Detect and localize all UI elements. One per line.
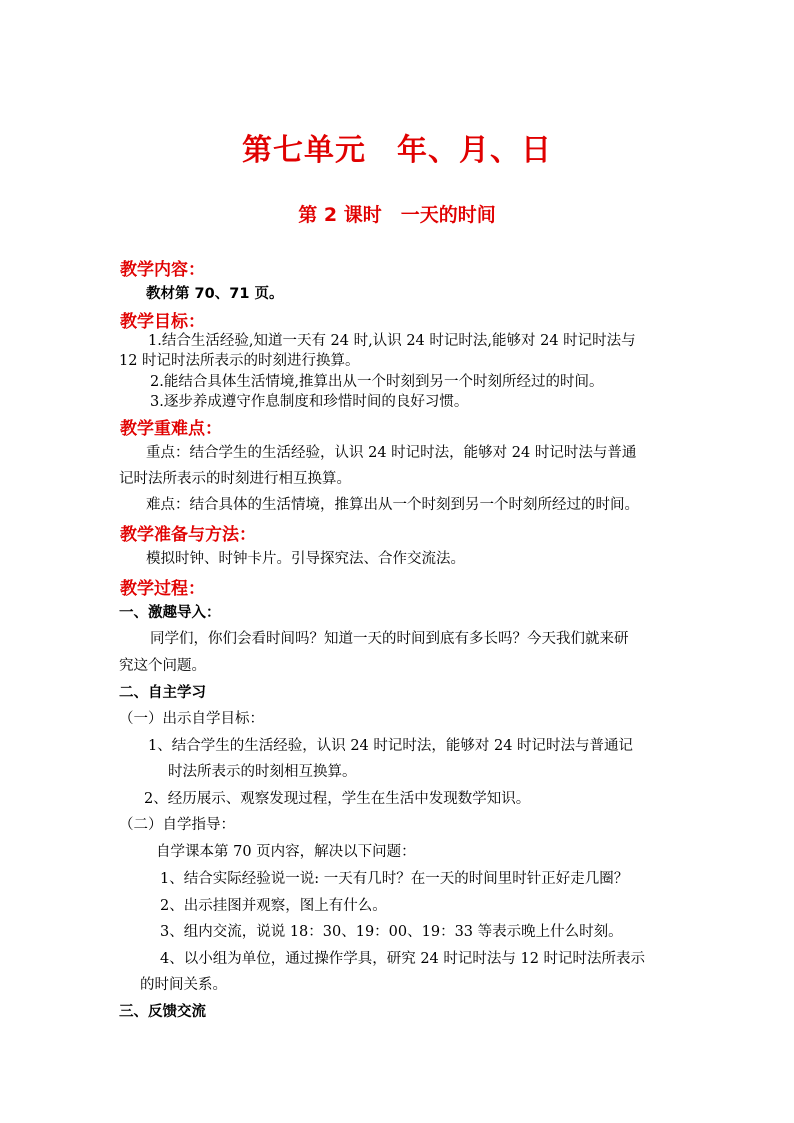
section-heading-process: 教学过程：: [120, 579, 205, 599]
sub-2-intro: 自学课本第 70 页内容，解决以下问题：: [156, 844, 416, 860]
goal-item-1-line-2: 12 时记时法所表示的时刻进行换算。: [119, 353, 360, 369]
sub-1-item-2: 2、经历展示、观察发现过程，学生在生活中发现数学知识。: [144, 791, 531, 807]
question-1: 1、结合实际经验说一说: 一天有几时？在一天的时间里时针正好走几圈？: [160, 871, 629, 887]
section-heading-content: 教学内容：: [120, 260, 205, 280]
goal-item-3: 3.逐步养成遵守作息制度和珍惜时间的良好习惯。: [150, 394, 469, 410]
section-heading-goals: 教学目标：: [120, 312, 205, 332]
content-text: 教材第 70、71 页。: [146, 286, 284, 302]
question-4-line-2: 的时间关系。: [140, 977, 227, 993]
section-heading-prep: 教学准备与方法：: [120, 525, 256, 545]
prep-text: 模拟时钟、时钟卡片。引导探究法、合作交流法。: [146, 551, 465, 567]
goal-item-2: 2.能结合具体生活情境,推算出从一个时刻到另一个时刻所经过的时间。: [150, 374, 604, 390]
section-heading-keypoints: 教学重难点：: [120, 419, 222, 439]
question-2: 2、出示挂图并观察，图上有什么。: [160, 898, 387, 914]
keypoint-line-1: 重点：结合学生的生活经验，认识 24 时记时法，能够对 24 时记时法与普通: [146, 445, 637, 461]
question-3: 3、组内交流，说说 18：30、19：00、19：33 等表示晚上什么时刻。: [160, 924, 623, 940]
unit-title: 第七单元 年、月、日: [242, 133, 552, 168]
difficulty-line: 难点：结合具体的生活情境，推算出从一个时刻到另一个时刻所经过的时间。: [146, 497, 639, 513]
sub-1-item-1-line-2: 时法所表示的时刻相互换算。: [168, 764, 357, 780]
goal-item-1-line-1: 1.结合生活经验,知道一天有 24 时,认识 24 时记时法,能够对 24 时记时法与: [148, 333, 636, 349]
sub-section-1-title: （一）出示自学目标：: [119, 711, 264, 727]
part-3-title: 三、反馈交流: [119, 1004, 206, 1020]
lesson-subtitle: 第 2 课时 一天的时间: [298, 204, 496, 226]
part-1-line-1: 同学们，你们会看时间吗？知道一天的时间到底有多长吗？今天我们就来研: [150, 631, 629, 647]
question-4-line-1: 4、以小组为单位，通过操作学具，研究 24 时记时法与 12 时记时法所表示: [160, 951, 646, 967]
part-1-line-2: 究这个问题。: [119, 658, 206, 674]
sub-section-2-title: （二）自学指导：: [119, 817, 235, 833]
keypoint-line-2: 记时法所表示的时刻进行相互换算。: [119, 471, 351, 487]
sub-1-item-1-line-1: 1、结合学生的生活经验，认识 24 时记时法，能够对 24 时记时法与普通记: [148, 738, 634, 754]
part-2-title: 二、自主学习: [119, 685, 206, 701]
part-1-title: 一、激趣导入：: [119, 605, 221, 621]
